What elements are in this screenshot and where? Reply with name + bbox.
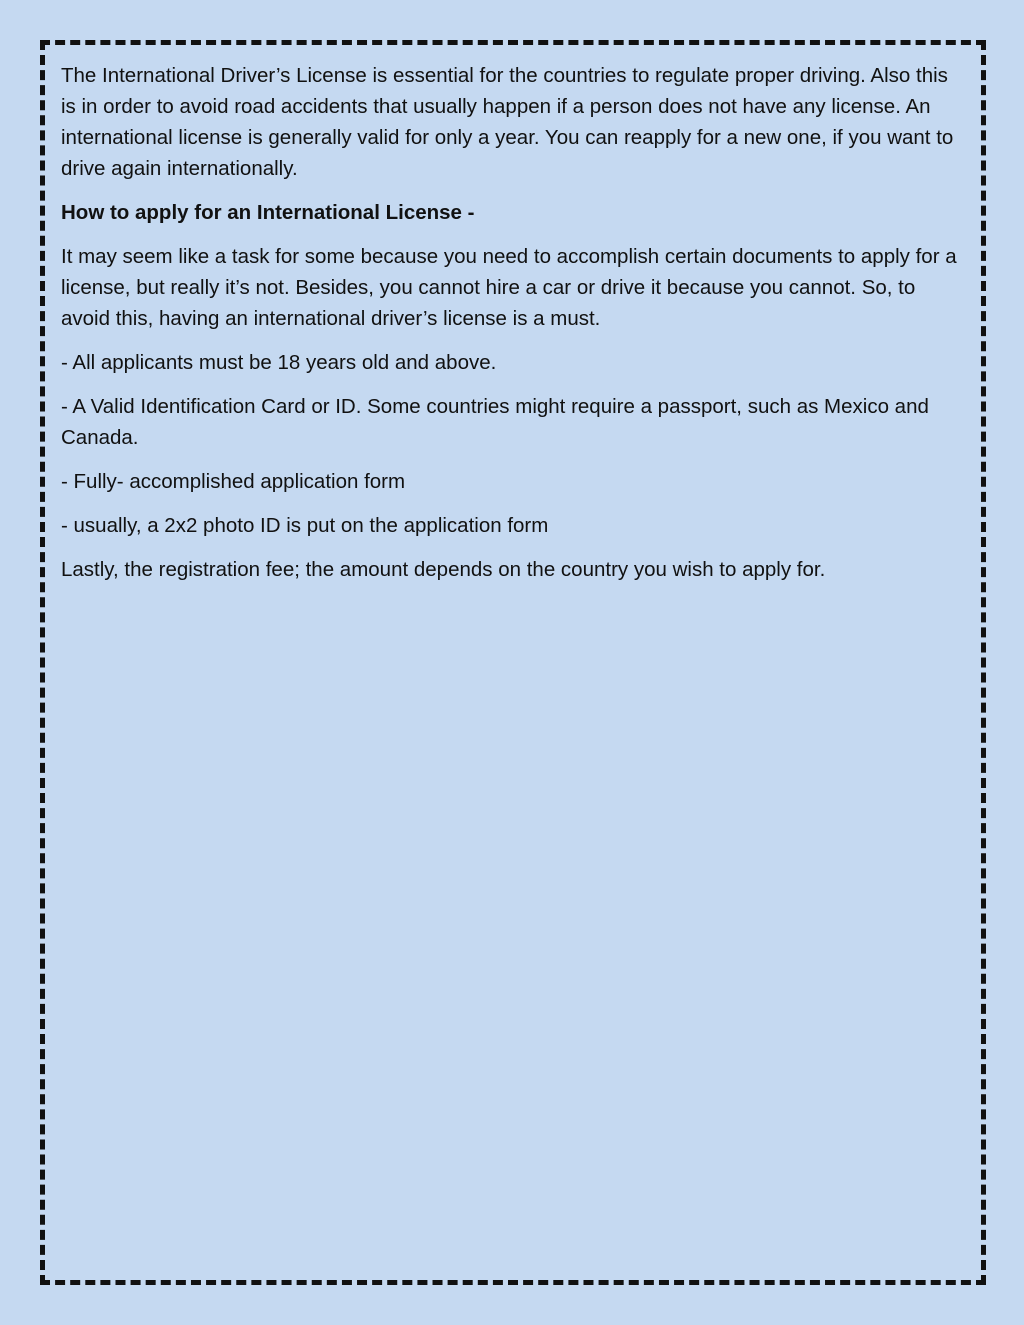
- requirements-intro-paragraph: It may seem like a task for some because you need to accomplish certain documents to apply for a license, but really it’s not. Besides, you cannot hire a car or drive it because you cannot. So, to avoid this, having an international driver’s license is a must.: [61, 245, 957, 330]
- requirement-form: - Fully- accomplished application form: [61, 470, 406, 493]
- requirement-id: - A Valid Identification Card or ID. Some countries might require a passport, such as Mexico and Canada.: [61, 395, 929, 449]
- requirement-photo: - usually, a 2x2 photo ID is put on the application form: [61, 514, 549, 537]
- requirement-age: - All applicants must be 18 years old and above.: [61, 351, 497, 374]
- document-body: [61, 60, 966, 598]
- section-heading: How to apply for an International License -: [61, 201, 475, 224]
- intro-paragraph: The International Driver’s License is essential for the countries to regulate proper driving. Also this is in order to avoid road accidents that usually happen if a person does not have any license. An international license is generally valid for only a year. You can reapply for a new one, if you want to drive again internationally.: [61, 64, 954, 180]
- closing-paragraph: Lastly, the registration fee; the amount depends on the country you wish to apply for.: [61, 558, 826, 581]
